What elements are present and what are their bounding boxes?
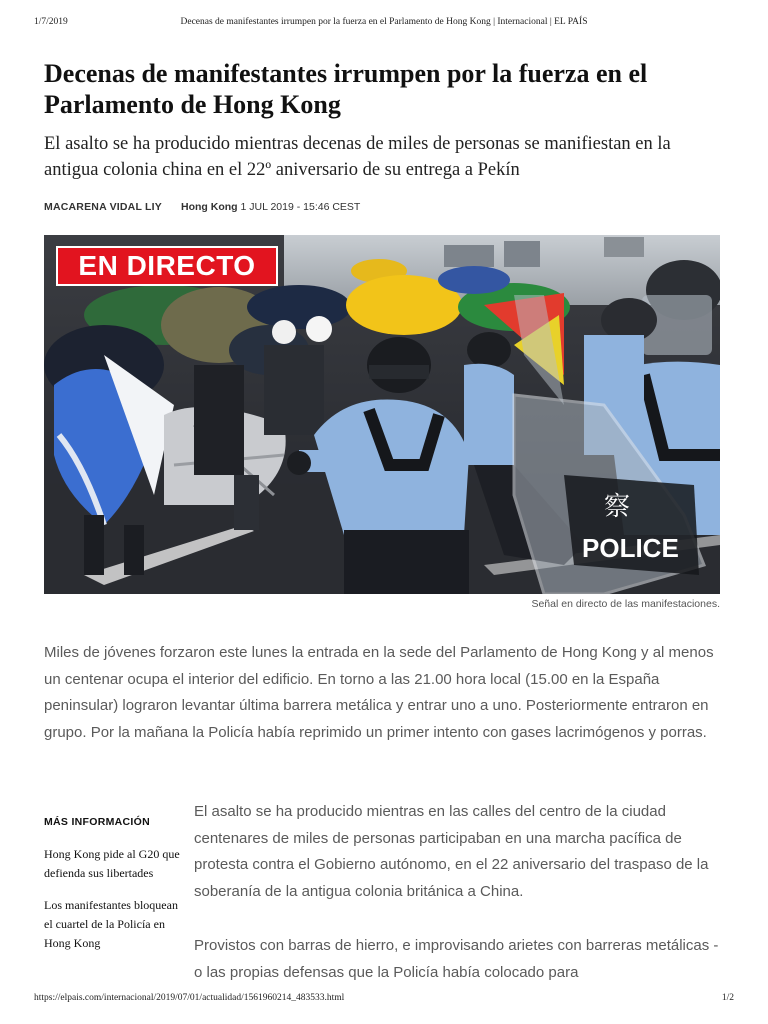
author-link[interactable]: MACARENA VIDAL LIY	[44, 201, 162, 213]
article-headline: Decenas de manifestantes irrumpen por la fuerza en el Parlamento de Hong Kong	[44, 59, 648, 119]
byline	[44, 201, 361, 215]
more-info-sidebar	[44, 812, 184, 966]
live-badge: EN DIRECTO	[56, 246, 278, 286]
print-page-number: 1/2	[721, 993, 734, 1003]
shield-police-text: POLICE	[582, 533, 679, 563]
protest-photo	[44, 235, 720, 594]
byline-place: Hong Kong	[181, 201, 238, 213]
photo-caption: Señal en directo de las manifestaciones.	[531, 598, 720, 610]
print-url: https://elpais.com/internacional/2019/07/01/actualidad/1561960214_483533.html	[34, 993, 345, 1003]
shield-character: 察	[604, 492, 631, 522]
article-lead-paragraph: Miles de jóvenes forzaron este lunes la entrada en la sede del Parlamento de Hong Kong y al menos un centenar ocupa el interior del edificio. En torno a las 21.00 hora local (15.00 en la España peninsular) lograron levantar última barrera metálica y entrar uno a uno. Posteriormente entraron en grupo. Por la mañana la Policía había reprimido un primer intento con gases lacrimógenos y porras.	[44, 644, 714, 741]
more-info-link-police[interactable]: Los manifestantes bloquean el cuartel de la Policía en Hong Kong	[44, 898, 178, 950]
more-info-title: MÁS INFORMACIÓN	[44, 816, 150, 828]
more-info-link-g20[interactable]: Hong Kong pide al G20 que defienda sus libertades	[44, 847, 180, 880]
article-subheadline: El asalto se ha producido mientras decenas de miles de personas se manifiestan en la antigua colonia china en el 22º aniversario de su entrega a Pekín	[44, 134, 671, 180]
byline-place-date	[181, 201, 360, 213]
print-date: 1/7/2019	[34, 17, 68, 27]
article-paragraph: El asalto se ha producido mientras en las calles del centro de la ciudad centenares de miles de personas participaban en una marcha pacífica de protesta contra el Gobierno autónomo, en el 22 aniversario del traspaso de la soberanía de la antigua colonia británica a China.	[194, 803, 709, 900]
article-paragraph: Provistos con barras de hierro, e improvisando arietes con barreras metálicas -o las propias defensas que la Policía había colocado para	[194, 937, 719, 981]
print-footer	[34, 993, 734, 1007]
byline-datetime: 1 JUL 2019 - 15:46 CEST	[240, 201, 361, 213]
print-header	[34, 17, 734, 31]
live-video-player[interactable]	[44, 235, 720, 594]
print-document-title: Decenas de manifestantes irrumpen por la fuerza en el Parlamento de Hong Kong | Internacional | EL PAÍS	[180, 17, 588, 27]
